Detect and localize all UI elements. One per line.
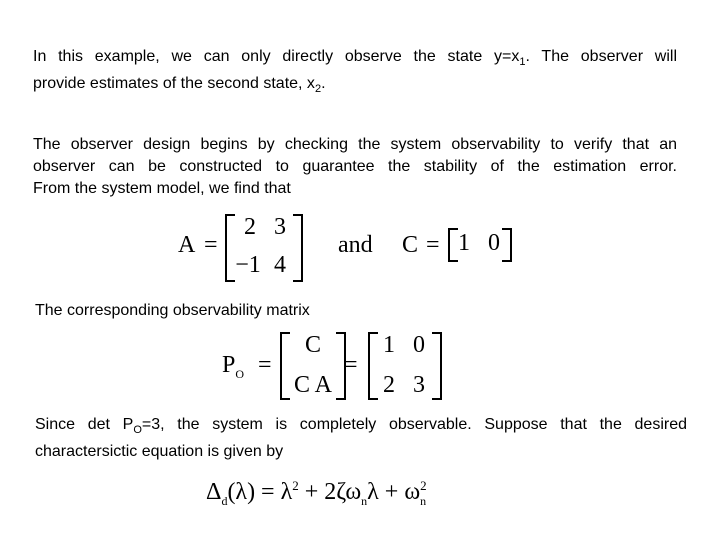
paragraph-intro [33, 46, 677, 100]
and-word: and [338, 232, 373, 258]
matrix-a-cell: 3 [274, 214, 286, 240]
matrix-a [225, 214, 303, 282]
matrix-a-cell: −1 [235, 252, 261, 278]
matrix-c-cell: 1 [458, 230, 470, 256]
matrix-c-cell: 0 [488, 230, 500, 256]
equals-sign: = [258, 352, 272, 378]
equals-sign: = [204, 232, 218, 258]
intro-line-1: In this example, we can only directly observe the state $y=x_1$. The observer will [33, 48, 678, 69]
matrix-c [448, 228, 512, 262]
design-line-1: The observer design begins by checking the system observability to verify that an [33, 136, 677, 153]
matrix-po-cell: 0 [413, 332, 425, 358]
matrix-po-cell: 1 [383, 332, 395, 358]
desired-line-1: Since $\det P_O=3$, the system is completely observable. Suppose that the desired [35, 416, 688, 437]
right-bracket [432, 332, 442, 400]
desired-line-2: charactersictic equation is given by [35, 443, 284, 461]
equation-system-matrices [178, 212, 518, 284]
matrix-ca-cell: C [304, 332, 321, 358]
paragraph-desired-equation [35, 414, 687, 463]
equals-sign: = [426, 232, 440, 258]
design-line-3: From the system model, we find that [33, 180, 291, 197]
equation-observability-matrix [222, 330, 452, 402]
matrix-a-cell: 4 [274, 252, 286, 278]
matrix-po-values [368, 332, 442, 400]
matrix-po-cell: 3 [413, 372, 425, 398]
matrix-c-label: C [402, 232, 419, 258]
matrix-a-cell: 2 [244, 214, 256, 240]
po-label: $P_O$ [222, 352, 245, 381]
matrix-po-cell: 2 [383, 372, 395, 398]
equals-sign: = [344, 352, 358, 378]
intro-line-2: provide estimates of the second state, $x_2$. [33, 75, 326, 96]
matrix-ca [280, 332, 346, 400]
matrix-ca-cell: C A [293, 372, 332, 398]
design-line-2: observer can be constructed to guarantee the stability of the estimation error. [33, 158, 677, 175]
equation-characteristic: $\Delta_d(\lambda) = \lambda^2 + 2\zeta\omega_n\lambda + \omega_n^2$ [206, 478, 427, 508]
paragraph-observability-matrix: The corresponding observability matrix [35, 302, 310, 319]
paragraph-observer-design [33, 134, 677, 200]
matrix-a-label: A [178, 232, 196, 258]
